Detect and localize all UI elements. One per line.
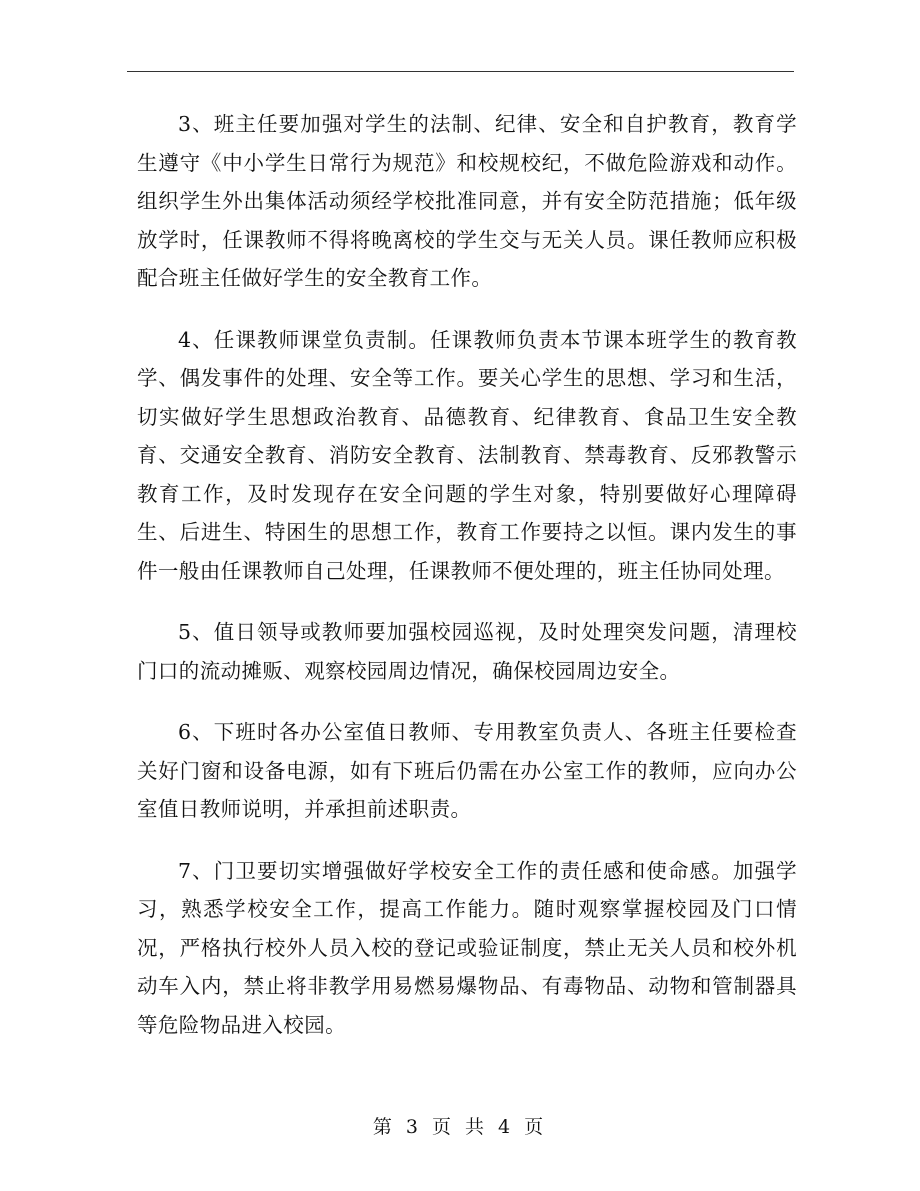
paragraph-3: 3、班主任要加强对学生的法制、纪律、安全和自护教育，教育学生遵守《中小学生日常行为规范》和校规校纪，不做危险游戏和动作。组织学生外出集体活动须经学校批准同意，并有安全防范措施；低年级放学时，任课教师不得将晚离校的学生交与无关人员。课任教师应积极配合班主任做好学生的安全教育工作。 <box>137 112 797 290</box>
paragraph-5: 5、值日领导或教师要加强校园巡视，及时处理突发问题，清理校门口的流动摊贩、观察校园周边情况，确保校园周边安全。 <box>137 620 797 683</box>
paragraph-6: 6、下班时各办公室值日教师、专用教室负责人、各班主任要检查关好门窗和设备电源，如有下班后仍需在办公室工作的教师，应向办公室值日教师说明，并承担前述职责。 <box>137 720 797 821</box>
paragraph-7: 7、门卫要切实增强做好学校安全工作的责任感和使命感。加强学习，熟悉学校安全工作，提高工作能力。随时观察掌握校园及门口情况，严格执行校外人员入校的登记或验证制度，禁止无关人员和校外机动车入内，禁止将非教学用易燃易爆物品、有毒物品、动物和管制器具等危险物品进入校园。 <box>137 858 797 1037</box>
document-body <box>137 105 797 1067</box>
header-rule <box>127 71 794 72</box>
page-number-footer: 第 3 页 共 4 页 <box>372 1116 548 1138</box>
paragraph-4: 4、任课教师课堂负责制。任课教师负责本节课本班学生的教育教学、偶发事件的处理、安全等工作。要关心学生的思想、学习和生活，切实做好学生思想政治教育、品德教育、纪律教育、食品卫生安全教育、交通安全教育、消防安全教育、法制教育、禁毒教育、反邪教警示教育工作，及时发现存在安全问题的学生对象，特别要做好心理障碍生、后进生、特困生的思想工作，教育工作要持之以恒。课内发生的事件一般由任课教师自己处理，任课教师不便处理的，班主任协同处理。 <box>137 327 797 583</box>
